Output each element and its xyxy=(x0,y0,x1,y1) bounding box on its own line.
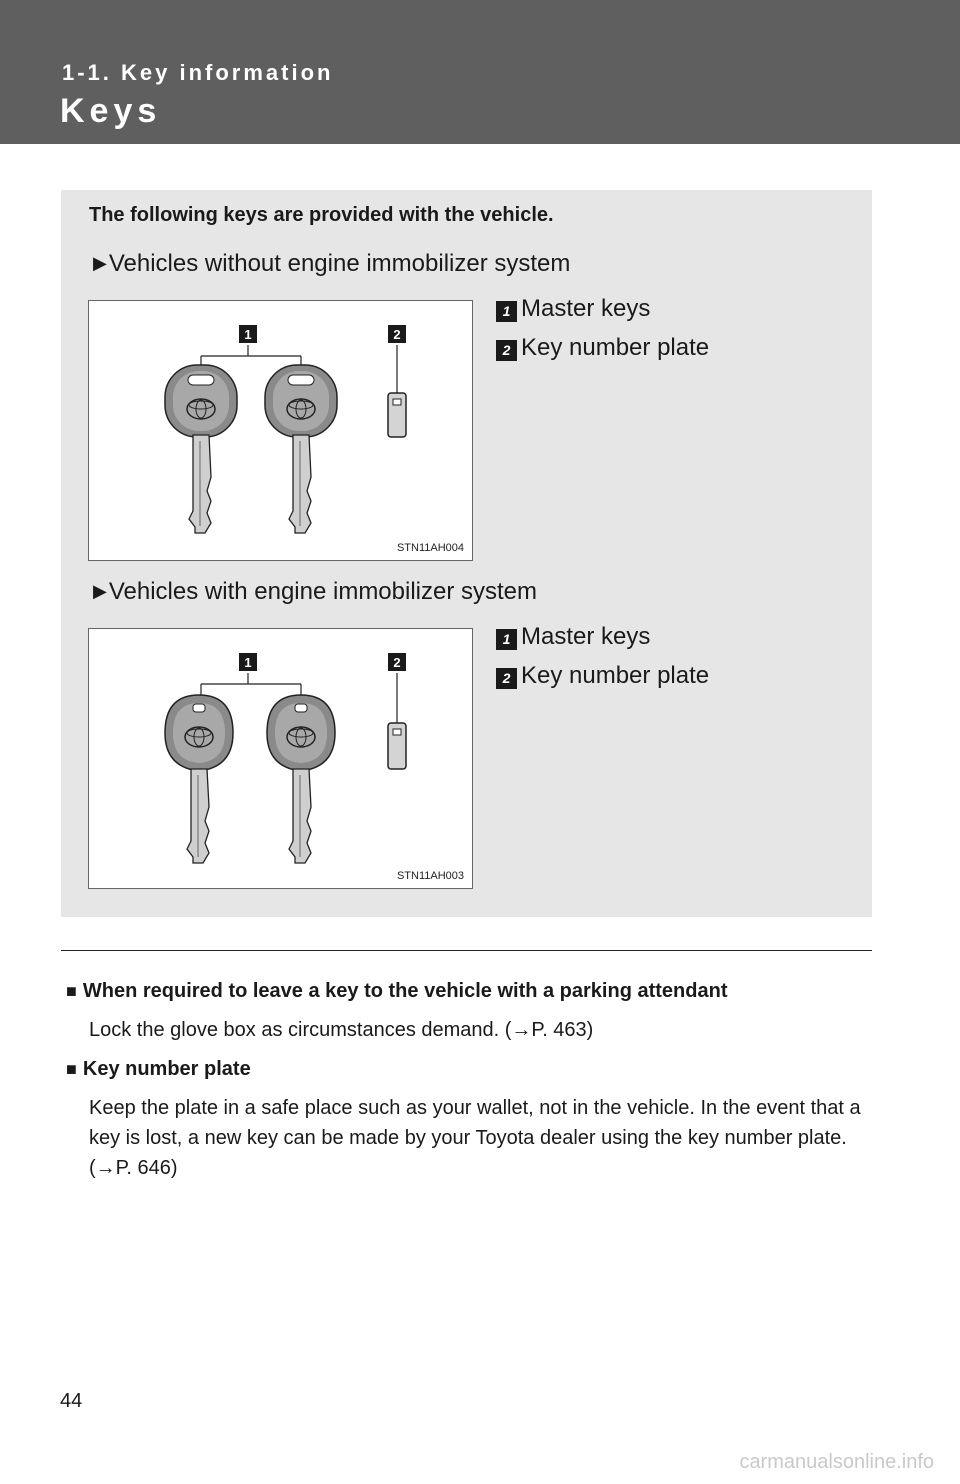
number-2-icon: 2 xyxy=(496,340,517,361)
note-heading-key-number-plate: ■ Key number plate xyxy=(66,1058,251,1080)
figure-code-1: STN11AH004 xyxy=(396,542,464,554)
note-body-key-number-plate: Keep the plate in a safe place such as your wallet, not in the vehicle. In the event that a key is lost, a new key can be made by your Toyota dealer using the key number plate. (→P. 646) xyxy=(89,1097,861,1179)
header-band xyxy=(0,0,960,144)
figure-code-2: STN11AH003 xyxy=(396,870,464,882)
triangle-right-icon: ▶ xyxy=(93,253,107,273)
panel-intro: The following keys are provided with the vehicle. xyxy=(89,204,554,226)
site-watermark: carmanualsonline.info xyxy=(739,1451,934,1473)
svg-text:2: 2 xyxy=(393,655,401,670)
keys-illustration-2 xyxy=(89,629,474,890)
keys-figure-2 xyxy=(88,628,473,889)
svg-text:1: 1 xyxy=(244,327,252,342)
svg-text:2: 2 xyxy=(393,327,401,342)
keys-illustration-1 xyxy=(89,301,474,562)
number-2-icon: 2 xyxy=(496,668,517,689)
note-body-parking-attendant: Lock the glove box as circumstances demand. (→P. 463) xyxy=(89,1019,594,1041)
variant-heading-2: ▶Vehicles with engine immobilizer system xyxy=(93,578,538,605)
legend-item-key-plate-1: 2 Key number plate xyxy=(496,333,709,363)
triangle-right-icon: ▶ xyxy=(93,581,107,601)
note-heading-parking-attendant: ■ When required to leave a key to the vehicle with a parking attendant xyxy=(66,980,728,1002)
square-icon: ■ xyxy=(66,1059,77,1079)
legend-item-key-plate-2: 2 Key number plate xyxy=(496,661,709,691)
variant-heading-1: ▶Vehicles without engine immobilizer system xyxy=(93,250,571,277)
page-number: 44 xyxy=(60,1390,83,1412)
section-divider xyxy=(61,950,872,951)
number-1-icon: 1 xyxy=(496,301,517,322)
legend-item-master-keys-2: 1 Master keys xyxy=(496,622,650,652)
page-title: Keys xyxy=(60,92,162,130)
number-1-icon: 1 xyxy=(496,629,517,650)
keys-figure-1 xyxy=(88,300,473,561)
svg-text:1: 1 xyxy=(244,655,252,670)
section-label: 1-1. Key information xyxy=(62,60,334,85)
legend-item-master-keys-1: 1 Master keys xyxy=(496,294,650,324)
square-icon: ■ xyxy=(66,981,77,1001)
